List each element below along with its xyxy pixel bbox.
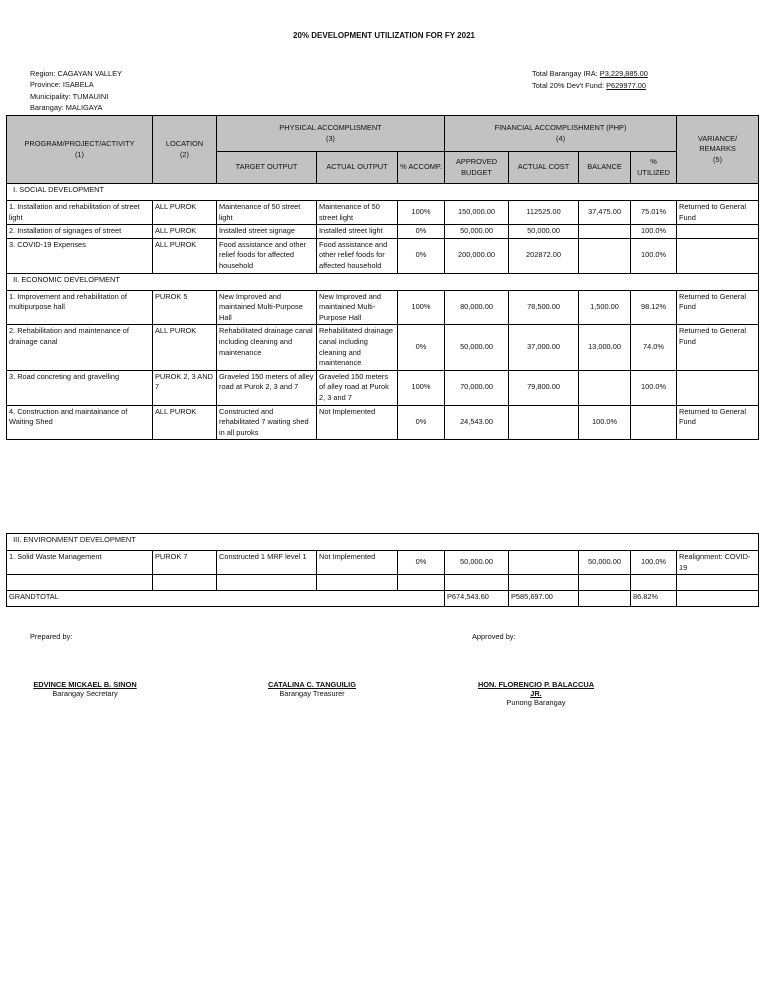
header-physical: PHYSICAL ACCOMPLISMENT (3) <box>217 116 445 152</box>
remarks-cell: Returned to General Fund <box>677 405 759 440</box>
header-cost: ACTUAL COST <box>509 152 579 184</box>
signatory-position: Barangay Secretary <box>52 689 118 698</box>
actual-cell: Not Implemented <box>317 405 398 440</box>
signatory-punong-barangay <box>472 680 600 707</box>
utilized-cell: 100.0% <box>631 370 677 405</box>
accomp-cell: 0% <box>398 225 445 239</box>
program-cell: 3. COVID-19 Expenses <box>7 238 153 273</box>
grand-total-budget: P674,543.60 <box>445 591 509 607</box>
cost-cell <box>509 405 579 440</box>
grand-total-row <box>7 591 759 607</box>
ira-value: P3,229,885.00 <box>599 69 648 78</box>
table-row <box>7 225 759 239</box>
signatory-secretary <box>30 680 140 698</box>
program-cell: 2. Rehabilitation and maintenance of drainage canal <box>7 325 153 370</box>
grand-total-cost: P585,697.00 <box>509 591 579 607</box>
signatory-position: Punong Barangay <box>506 698 566 707</box>
program-cell: 4. Construction and maintainance of Waiting Shed <box>7 405 153 440</box>
balance-cell: 100.0% <box>579 405 631 440</box>
header-actual: ACTUAL OUTPUT <box>317 152 398 184</box>
utilization-table <box>6 115 759 440</box>
balance-cell: 50,000.00 <box>579 551 631 575</box>
table-body <box>7 184 759 440</box>
header-budget: APPROVED BUDGET <box>445 152 509 184</box>
environment-table <box>6 533 759 607</box>
header-location: LOCATION (2) <box>153 116 217 184</box>
location-cell: ALL PUROK <box>153 325 217 370</box>
table-row <box>7 405 759 440</box>
location-cell: PUROK 2, 3 AND 7 <box>153 370 217 405</box>
budget-cell: 50,000.00 <box>445 225 509 239</box>
table-row <box>7 370 759 405</box>
header-balance: BALANCE <box>579 152 631 184</box>
balance-cell: 37,475.00 <box>579 201 631 225</box>
actual-cell: Maintenance of 50 street light <box>317 201 398 225</box>
remarks-cell: Realignment: COVID-19 <box>677 551 759 575</box>
target-cell: Maintenance of 50 street light <box>217 201 317 225</box>
province-text: Province: ISABELA <box>30 80 94 90</box>
utilized-cell <box>631 405 677 440</box>
target-cell: Installed street signage <box>217 225 317 239</box>
balance-cell <box>579 370 631 405</box>
budget-cell: 150,000.00 <box>445 201 509 225</box>
header-financial: FINANCIAL ACCOMPLISHMENT (PHP) (4) <box>445 116 677 152</box>
utilized-cell: 75.01% <box>631 201 677 225</box>
balance-cell <box>579 238 631 273</box>
utilized-cell: 100.0% <box>631 225 677 239</box>
actual-cell: Installed street light <box>317 225 398 239</box>
actual-cell: Rehabilitated drainage canal including cleaning and maintenance <box>317 325 398 370</box>
budget-cell: 200,000.00 <box>445 238 509 273</box>
table-row <box>7 238 759 273</box>
fund-totals <box>532 68 648 92</box>
section-header: III. ENVIRONMENT DEVELOPMENT <box>7 534 759 551</box>
utilized-cell: 98.12% <box>631 290 677 325</box>
municipality-text: Municipality: TUMAUINI <box>30 91 109 101</box>
target-cell: Graveled 150 meters of alley road at Purok 2, 3 and 7 <box>217 370 317 405</box>
utilized-cell: 100.0% <box>631 238 677 273</box>
report-title: 20% DEVELOPMENT UTILIZATION FOR FY 2021 <box>293 31 475 40</box>
cost-cell: 37,000.00 <box>509 325 579 370</box>
table-row <box>7 290 759 325</box>
utilized-cell: 74.0% <box>631 325 677 370</box>
accomp-cell: 0% <box>398 551 445 575</box>
location-cell: PUROK 7 <box>153 551 217 575</box>
cost-cell: 50,000.00 <box>509 225 579 239</box>
signatory-name: CATALINA C. TANGUILIG <box>268 680 356 689</box>
ira-line <box>532 68 648 80</box>
header-target: TARGET OUTPUT <box>217 152 317 184</box>
devfund-value: P629977.00 <box>606 81 646 90</box>
location-cell: PUROK 5 <box>153 290 217 325</box>
accomp-cell: 0% <box>398 325 445 370</box>
program-cell: 1. Installation and rehabilitation of street light <box>7 201 153 225</box>
section-header: II. ECONOMIC DEVELOPMENT <box>7 273 759 290</box>
target-cell: Food assistance and other relief foods for affected household <box>217 238 317 273</box>
region-text: Region: CAGAYAN VALLEY <box>30 69 123 78</box>
accomp-cell: 100% <box>398 201 445 225</box>
location-cell: ALL PUROK <box>153 405 217 440</box>
signatory-name: HON. FLORENCIO P. BALACCUA JR. <box>477 680 595 698</box>
budget-cell: 80,000.00 <box>445 290 509 325</box>
section-row <box>7 184 759 201</box>
budget-cell: 24,543.00 <box>445 405 509 440</box>
cost-cell <box>509 551 579 575</box>
target-cell: New Improved and maintained Multi-Purpose Hall <box>217 290 317 325</box>
devfund-label: Total 20% Dev't Fund: <box>532 81 607 90</box>
target-cell: Rehabilitated drainage canal including cleaning and maintenance <box>217 325 317 370</box>
signatory-name: EDVINCE MICKAEL B. SINON <box>33 680 137 689</box>
location-cell: ALL PUROK <box>153 201 217 225</box>
table-row <box>7 551 759 575</box>
devfund-line <box>532 80 648 92</box>
accomp-cell: 100% <box>398 370 445 405</box>
remarks-cell: Returned to General Fund <box>677 290 759 325</box>
remarks-cell: Returned to General Fund <box>677 201 759 225</box>
table-row <box>7 325 759 370</box>
table-row <box>7 201 759 225</box>
cost-cell: 112525.00 <box>509 201 579 225</box>
target-cell: Constructed 1 MRF level 1 <box>217 551 317 575</box>
actual-cell: Not Implemented <box>317 551 398 575</box>
utilized-cell: 100.0% <box>631 551 677 575</box>
signatory-position: Barangay Treasurer <box>279 689 345 698</box>
balance-cell: 1,500.00 <box>579 290 631 325</box>
section-row <box>7 273 759 290</box>
empty-row <box>7 575 759 591</box>
accomp-cell: 0% <box>398 405 445 440</box>
grand-total-label: GRANDTOTAL <box>7 591 445 607</box>
accomp-cell: 0% <box>398 238 445 273</box>
balance-cell: 13,000.00 <box>579 325 631 370</box>
cost-cell: 202872.00 <box>509 238 579 273</box>
header-utilized: % UTILIZED <box>631 152 677 184</box>
actual-cell: Food assistance and other relief foods for affected household <box>317 238 398 273</box>
program-cell: 2. Installation of signages of street <box>7 225 153 239</box>
header-program: PROGRAM/PROJECT/ACTIVITY (1) <box>7 116 153 184</box>
ira-label: Total Barangay IRA: <box>532 69 600 78</box>
location-info <box>30 68 122 114</box>
remarks-cell <box>677 238 759 273</box>
program-cell: 1. Improvement and rehabilitation of multipurpose hall <box>7 290 153 325</box>
remarks-cell <box>677 225 759 239</box>
remarks-cell <box>677 370 759 405</box>
cost-cell: 78,500.00 <box>509 290 579 325</box>
header-accomp: % ACCOMP. <box>398 152 445 184</box>
approved-by-label: Approved by: <box>472 632 516 641</box>
grand-total-utilized: 86.82% <box>631 591 677 607</box>
signatory-treasurer <box>264 680 360 698</box>
header-variance: VARIANCE/ REMARKS (5) <box>677 116 759 184</box>
cost-cell: 79,800.00 <box>509 370 579 405</box>
barangay-text: Barangay: MALIGAYA <box>30 103 103 113</box>
remarks-cell: Returned to General Fund <box>677 325 759 370</box>
program-cell: 1. Solid Waste Management <box>7 551 153 575</box>
target-cell: Constructed and rehabilitated 7 waiting shed in all puroks <box>217 405 317 440</box>
accomp-cell: 100% <box>398 290 445 325</box>
balance-cell <box>579 225 631 239</box>
location-cell: ALL PUROK <box>153 225 217 239</box>
budget-cell: 50,000.00 <box>445 551 509 575</box>
section-header: I. SOCIAL DEVELOPMENT <box>7 184 759 201</box>
actual-cell: New Improved and maintained Multi-Purpose Hall <box>317 290 398 325</box>
actual-cell: Graveled 150 meters of alley road at Purok 2, 3 and 7 <box>317 370 398 405</box>
program-cell: 3. Road concreting and gravelling <box>7 370 153 405</box>
location-cell: ALL PUROK <box>153 238 217 273</box>
budget-cell: 70,000.00 <box>445 370 509 405</box>
prepared-by-label: Prepared by: <box>30 632 73 641</box>
budget-cell: 50,000.00 <box>445 325 509 370</box>
